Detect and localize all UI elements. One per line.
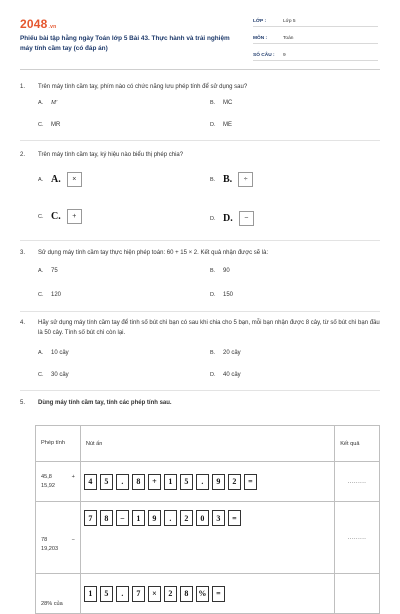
q3-option-a[interactable] <box>38 268 58 274</box>
meta-value: 9 <box>283 53 286 58</box>
meta-key: SỐ CÂU : <box>253 53 275 58</box>
q4-option-b[interactable] <box>210 350 241 356</box>
question-separator <box>20 311 380 312</box>
calculator-key: . <box>164 510 177 526</box>
option-text: 75 <box>51 268 58 274</box>
calculator-key: . <box>196 474 209 490</box>
calculator-key: 3 <box>212 510 225 526</box>
calculator-key: 8 <box>180 586 193 602</box>
calc-cell <box>36 574 81 614</box>
calculator-key: 5 <box>180 474 193 490</box>
option-letter: A. <box>38 350 44 356</box>
q4-option-d[interactable] <box>210 372 241 378</box>
option-letter: C. <box>38 292 44 298</box>
meta-value: Toán <box>283 36 294 41</box>
calculator-key: 1 <box>164 474 177 490</box>
calculator-key: 2 <box>228 474 241 490</box>
option-letter: D. <box>210 122 216 128</box>
calculator-key: 5 <box>100 474 113 490</box>
option-big-letter: B. <box>223 174 233 185</box>
option-big-letter: C. <box>51 211 61 222</box>
key-sequence <box>81 510 334 526</box>
calculator-table <box>35 425 380 614</box>
option-text: 90 <box>223 268 230 274</box>
question-5 <box>20 398 380 408</box>
table-row <box>36 574 380 614</box>
calc-cell <box>36 462 81 502</box>
header-divider <box>20 69 380 70</box>
option-text: ME <box>223 122 232 128</box>
worksheet-meta <box>253 15 378 66</box>
calculator-key: + <box>148 474 161 490</box>
option-letter: A. <box>38 100 44 106</box>
option-text: 40 cây <box>223 372 241 378</box>
logo-text: 2048 <box>20 17 48 31</box>
calculator-key: . <box>116 586 129 602</box>
question-text: Hãy sử dụng máy tính cầm tay để tính số bút chì bạn có sau khi chia cho 5 bạn, mỗi bạn nhận được 8 cây, từ số bút chì bạn đầu là 50 cây. Tính số bút chì còn lại. <box>38 320 380 336</box>
calculator-key: 1 <box>132 510 145 526</box>
divide-key-icon: ÷ <box>238 172 253 187</box>
table-header-row <box>36 426 380 462</box>
calculator-key: 5 <box>100 586 113 602</box>
q2-option-c[interactable] <box>38 209 82 224</box>
q1-option-a[interactable] <box>38 100 57 106</box>
question-number: 1. <box>20 84 26 90</box>
meta-row-count <box>253 49 378 61</box>
column-header: Phép tính <box>36 426 81 462</box>
option-letter: D. <box>210 372 216 378</box>
q2-option-d[interactable] <box>210 211 254 226</box>
option-text: 150 <box>223 292 234 298</box>
result-cell[interactable]: ......... <box>335 502 380 574</box>
operand: 15,92 <box>41 482 55 489</box>
document-title: Phiếu bài tập hằng ngày Toán lớp 5 Bài 43. Thực hành và trải nghiệm máy tính cầm tay (có đáp án) <box>20 35 230 52</box>
meta-key: MÔN : <box>253 36 268 41</box>
option-text: 120 <box>51 292 62 298</box>
minus-key-icon: − <box>239 211 254 226</box>
option-big-letter: D. <box>223 213 233 224</box>
calculator-key: % <box>196 586 209 602</box>
calculator-key: 2 <box>180 510 193 526</box>
option-letter: C. <box>38 213 44 220</box>
option-letter: B. <box>210 100 216 106</box>
q3-option-c[interactable] <box>38 292 61 298</box>
q1-option-b[interactable] <box>210 100 232 106</box>
question-2 <box>20 150 380 160</box>
result-cell[interactable]: ......... <box>335 462 380 502</box>
calculator-key: 8 <box>100 510 113 526</box>
q3-option-d[interactable] <box>210 292 233 298</box>
calculator-key: 1 <box>84 586 97 602</box>
option-big-letter: A. <box>51 174 61 185</box>
meta-key: LỚP : <box>253 19 267 24</box>
question-4 <box>20 318 380 338</box>
option-text: MR <box>51 122 61 128</box>
question-separator <box>20 240 380 241</box>
calculator-key: 8 <box>132 474 145 490</box>
option-letter: B. <box>210 176 216 183</box>
q3-option-b[interactable] <box>210 268 230 274</box>
table-row <box>36 502 380 574</box>
column-header: Nút ấn <box>80 426 334 462</box>
q4-option-a[interactable] <box>38 350 69 356</box>
question-text: Dùng máy tính cầm tay, tính các phép tính sau. <box>38 400 172 406</box>
plus-key-icon: + <box>67 209 82 224</box>
meta-row-class <box>253 15 378 27</box>
calculator-key: 7 <box>132 586 145 602</box>
question-text: Sử dụng máy tính cầm tay thực hiện phép toán: 60 + 15 × 2. Kết quả nhận được sẽ là: <box>38 250 269 256</box>
question-text: Trên máy tính cầm tay, phím nào có chức năng lưu phép tính để sử dụng sau? <box>38 84 248 90</box>
option-letter: D. <box>210 292 216 298</box>
calculator-key: 7 <box>84 510 97 526</box>
logo-suffix: .vn <box>48 24 57 30</box>
question-number: 5. <box>20 400 26 406</box>
calculator-key: = <box>244 474 257 490</box>
operator: − <box>71 536 75 543</box>
operand: 45,8 <box>41 473 52 480</box>
option-letter: B. <box>210 268 216 274</box>
key-sequence <box>81 586 334 602</box>
calculator-key: − <box>116 510 129 526</box>
calculator-key: 2 <box>164 586 177 602</box>
option-text: MC <box>223 100 233 106</box>
site-logo[interactable] <box>20 17 56 31</box>
key-sequence <box>81 474 334 490</box>
question-separator <box>20 390 380 391</box>
meta-row-subject <box>253 32 378 44</box>
option-letter: C. <box>38 122 44 128</box>
question-1 <box>20 82 380 92</box>
option-letter: B. <box>210 350 216 356</box>
calculator-key: 9 <box>212 474 225 490</box>
keys-cell <box>80 502 334 574</box>
calc-cell <box>36 502 81 574</box>
option-text: 10 cây <box>51 350 69 356</box>
q4-option-c[interactable] <box>38 372 69 378</box>
column-header: Kết quả <box>335 426 380 462</box>
option-text: 30 cây <box>51 372 69 378</box>
operand: 78 <box>41 536 48 543</box>
operand: 19,203 <box>41 545 59 552</box>
question-number: 3. <box>20 250 26 256</box>
option-letter: A. <box>38 176 44 183</box>
q1-option-c[interactable] <box>38 122 60 128</box>
calculator-key: = <box>212 586 225 602</box>
calculator-key: × <box>148 586 161 602</box>
option-letter: C. <box>38 372 44 378</box>
calculator-key: . <box>116 474 129 490</box>
question-text: Trên máy tính cầm tay, ký hiệu nào biểu thị phép chia? <box>38 152 184 158</box>
option-letter: D. <box>210 215 216 222</box>
multiply-key-icon: × <box>67 172 82 187</box>
question-separator <box>20 140 380 141</box>
calculator-key: 4 <box>84 474 97 490</box>
keys-cell <box>80 462 334 502</box>
question-number: 4. <box>20 320 26 326</box>
q2-option-a[interactable] <box>38 172 82 187</box>
question-number: 2. <box>20 152 26 158</box>
operand: 28% của <box>41 601 63 607</box>
option-text: M' <box>51 100 58 106</box>
calculator-key: 9 <box>148 510 161 526</box>
table-row <box>36 462 380 502</box>
meta-value: Lớp 5 <box>283 19 296 24</box>
keys-cell <box>80 574 334 614</box>
option-letter: A. <box>38 268 44 274</box>
option-text: 20 cây <box>223 350 241 356</box>
result-cell[interactable] <box>335 574 380 614</box>
calculator-key: 0 <box>196 510 209 526</box>
operator: + <box>71 473 75 480</box>
question-3 <box>20 248 380 258</box>
calculator-key: = <box>228 510 241 526</box>
q1-option-d[interactable] <box>210 122 232 128</box>
q2-option-b[interactable] <box>210 172 253 187</box>
